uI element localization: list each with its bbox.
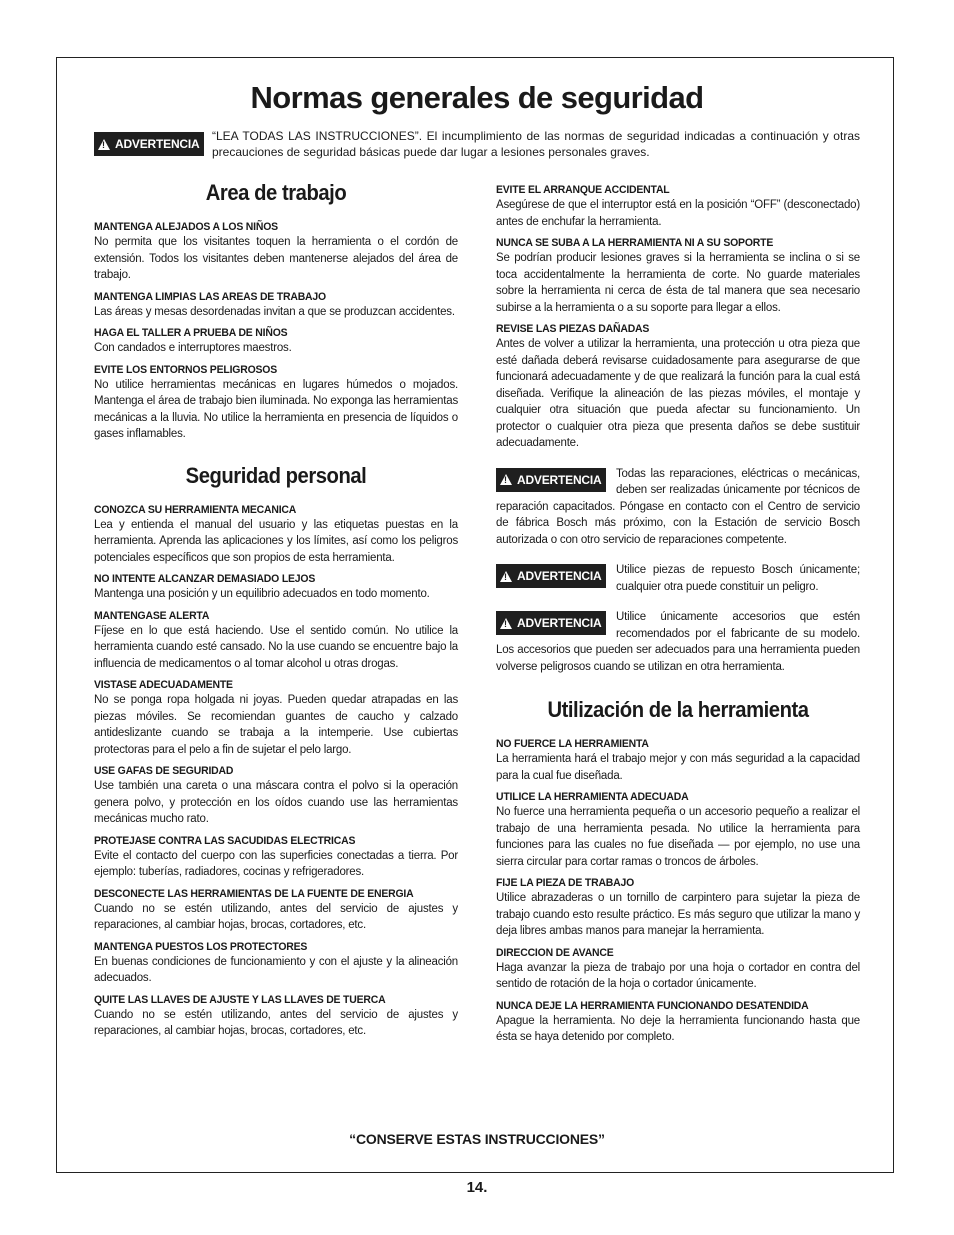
list-item [496, 946, 860, 993]
warning-block [496, 562, 860, 595]
item-title: DESCONECTE LAS HERRAMIENTAS DE LA FUENTE DE ENERGIA [94, 887, 414, 900]
item-title: UTILICE LA HERRAMIENTA ADECUADA [496, 791, 689, 803]
section-title-personal: Seguridad personal [185, 462, 367, 488]
item-title: EVITE LOS ENTORNOS PELIGROSOS [94, 363, 278, 376]
item-title: MANTENGA PUESTOS LOS PROTECTORES [94, 940, 308, 953]
warning-block [496, 609, 860, 675]
item-title: MANTENGA ALEJADOS A LOS NIÑOS [94, 221, 278, 233]
item-title: FIJE LA PIEZA DE TRABAJO [496, 877, 635, 889]
section-title-uso: Utilización de la herramienta [547, 697, 809, 722]
item-text: Se podrían producir lesiones graves si la herramienta se inclina o si se toca accidentalmente la herramienta de corte. No guarde materiales sobre la herramienta ni cerca de ésta de tal manera que sea necesario subirse a la herramienta o a su soporte para llegar a ellos. [496, 252, 860, 314]
item-text: Lea y entienda el manual del usuario y las etiquetas puestas en la herramienta. Aprenda las aplicaciones y los límites, así como los peligros potenciales específicos que son propios de esta herramienta. [94, 518, 458, 564]
right-column [496, 183, 860, 1052]
item-title: REVISE LAS PIEZAS DAÑADAS [496, 323, 650, 335]
intro-text: “LEA TODAS LAS INSTRUCCIONES”. El incumplimiento de las normas de seguridad indicadas a continuación y otras precauciones de seguridad básicas puede dar lugar a lesiones personales graves. [212, 129, 860, 159]
item-title: MANTENGA LIMPIAS LAS AREAS DE TRABAJO [94, 290, 326, 303]
list-item [496, 999, 860, 1046]
list-item [94, 678, 458, 758]
item-text: Evite el contacto del cuerpo con las superficies conectadas a tierra. Por ejemplo: tuberías, radiadores, cocinas y refrigeradores. [94, 849, 458, 878]
badge-label: ADVERTENCIA [517, 569, 602, 583]
item-text: Apague la herramienta. No deje la herramienta funcionando hasta que ésta se haya detenido por completo. [496, 1014, 860, 1043]
list-item [496, 876, 860, 940]
list-item [94, 220, 458, 284]
badge-label: ADVERTENCIA [517, 616, 602, 630]
item-title: DIRECCION DE AVANCE [496, 946, 614, 959]
item-title: MANTENGASE ALERTA [94, 609, 210, 622]
list-item [496, 236, 860, 316]
item-title: EVITE EL ARRANQUE ACCIDENTAL [496, 184, 670, 196]
item-text: Cuando no se estén utilizando, antes del servicio de ajustes y reparaciones, al cambiar hojas, brocas, cortadores, etc. [94, 902, 458, 931]
warning-badge [94, 132, 204, 156]
list-item [94, 363, 458, 443]
warning-badge [496, 468, 606, 492]
badge-label: ADVERTENCIA [517, 472, 602, 487]
conserve-instructions: “CONSERVE ESTAS INSTRUCCIONES” [349, 1131, 605, 1147]
item-title: NO INTENTE ALCANZAR DEMASIADO LEJOS [94, 573, 316, 585]
item-title: VISTASE ADECUADAMENTE [94, 679, 233, 691]
item-text: Las áreas y mesas desordenadas invitan a que se produzcan accidentes. [94, 305, 455, 318]
item-text: Mantenga una posición y un equilibrio adecuados en todo momento. [94, 588, 430, 600]
list-item [94, 290, 458, 321]
item-title: PROTEJASE CONTRA LAS SACUDIDAS ELECTRICAS [94, 834, 356, 847]
list-item [496, 322, 860, 452]
item-title: HAGA EL TALLER A PRUEBA DE NIÑOS [94, 327, 288, 339]
page-number: 14. [466, 1179, 488, 1196]
warning-text: Utilice únicamente accesorios que estén recomendados por el fabricante de su modelo. Los accesorios que pueden ser adecuados para una herramienta pueden volverse peligrosos cuando se utilizan en otra herramienta. [496, 611, 860, 673]
item-text: No permita que los visitantes toquen la herramienta o el cordón de extensión. Todos los visitantes deben mantenerse alejados del área de trabajo. [94, 236, 458, 281]
list-item [94, 993, 458, 1040]
list-item [94, 834, 458, 881]
item-title: CONOZCA SU HERRAMIENTA MECANICA [94, 503, 297, 516]
intro-warning [94, 128, 860, 160]
item-title: NUNCA SE SUBA A LA HERRAMIENTA NI A SU SOPORTE [496, 237, 774, 249]
list-item [94, 887, 458, 934]
list-item [94, 764, 458, 828]
list-item [496, 737, 860, 784]
item-text: Haga avanzar la pieza de trabajo por una hoja o cortador en contra del sentido de rotación de la hoja o cortador únicamente. [496, 961, 860, 990]
item-title: QUITE LAS LLAVES DE AJUSTE Y LAS LLAVES DE TUERCA [94, 993, 386, 1006]
item-text: Utilice abrazaderas o un tornillo de carpintero para sujetar la pieza de trabajo cuando esto resulte práctico. Es más seguro que utilizar la mano y deja libres ambas manos para manejar la herramienta. [496, 892, 860, 937]
item-title: NUNCA DEJE LA HERRAMIENTA FUNCIONANDO DESATENDIDA [496, 999, 809, 1012]
section-title-area: Area de trabajo [205, 180, 347, 205]
item-text: En buenas condiciones de funcionamiento y con el ajuste y la alineación adecuados. [94, 955, 458, 984]
item-text: No utilice herramientas mecánicas en lugares húmedos o mojados. Mantenga el área de trabajo bien iluminada. No exponga las herramientas mecánicas a la lluvia. No utilice la herramienta en presencia de líquidos o gases inflamables. [94, 378, 458, 440]
item-title: NO FUERCE LA HERRAMIENTA [496, 738, 649, 750]
list-item [496, 790, 860, 870]
page-title: Normas generales de seguridad [250, 80, 704, 115]
warning-triangle-icon [500, 618, 512, 629]
item-title: USE GAFAS DE SEGURIDAD [94, 765, 234, 777]
list-item [496, 183, 860, 230]
item-text: Use también una careta o una máscara contra el polvo si la operación genera polvo, y protección en los oídos cuando use las herramientas mecánicas mucho rato. [94, 780, 458, 825]
list-item [94, 326, 458, 357]
list-item [94, 503, 458, 567]
warning-block [496, 466, 860, 549]
warning-triangle-icon [500, 474, 512, 485]
left-column [94, 180, 458, 1046]
badge-label: ADVERTENCIA [115, 137, 200, 151]
warning-badge [496, 564, 606, 588]
item-text: Antes de volver a utilizar la herramienta, una protección u otra pieza que esté dañada deberá revisarse cuidadosamente para asegurarse de que funcionará adecuadamente y de que realizará la función para la cual está diseñada. Verifique la alineación de las piezas móviles, el montaje y cualquier otra situación que pueda afectar su funcionamiento. Un protector o cualquier otra pieza que presenta daños se debe sustituir adecuadamente. [496, 338, 860, 449]
warning-text: Utilice piezas de repuesto Bosch únicamente; cualquier otra puede constituir un peligro. [616, 564, 860, 593]
list-item [94, 940, 458, 987]
item-text: Asegúrese de que el interruptor está en la posición “OFF” (desconectado) antes de enchufar la herramienta. [496, 199, 860, 228]
warning-triangle-icon [500, 571, 512, 582]
item-text: Cuando no se estén utilizando, antes del servicio de ajustes y reparaciones, al cambiar hojas, brocas, cortadores, etc. [94, 1008, 458, 1037]
list-item [94, 609, 458, 673]
item-text: La herramienta hará el trabajo mejor y con más seguridad a la capacidad para la cual fue diseñada. [496, 753, 860, 782]
warning-badge [496, 611, 606, 635]
item-text: No fuerce una herramienta pequeña o un accesorio pequeño a realizar el trabajo de una herramienta pesada. No utilice la herramienta para funciones para las cuales no fue diseñada — por ejemplo, no use una sierra circular para cortar ramas o troncos de árboles. [496, 806, 860, 868]
list-item [94, 572, 458, 603]
item-text: Con candados e interruptores maestros. [94, 342, 292, 354]
warning-text: Todas las reparaciones, eléctricas o mecánicas, deben ser realizadas únicamente por técnicos de reparación capacitados. Póngase en contacto con el Centro de servicio de fábrica Bosch más próximo, con la Estación de servicio Bosch autorizada o con otro servicio de reparaciones competente. [496, 467, 860, 546]
item-text: Fíjese en lo que está haciendo. Use el sentido común. No utilice la herramienta cuando esté cansado. No la use cuando se encuentre bajo la influencia de medicamentos o al tomar alcohol u otras drogas. [94, 624, 458, 670]
warning-triangle-icon [98, 139, 110, 150]
item-text: No se ponga ropa holgada ni joyas. Pueden quedar atrapadas en las piezas móviles. Se recomiendan guantes de caucho y calzado antideslizante cuando se trabaja a la intemperie. Use cubiertas protectoras para el pelo a fin de sujetar el pelo largo. [94, 694, 458, 756]
